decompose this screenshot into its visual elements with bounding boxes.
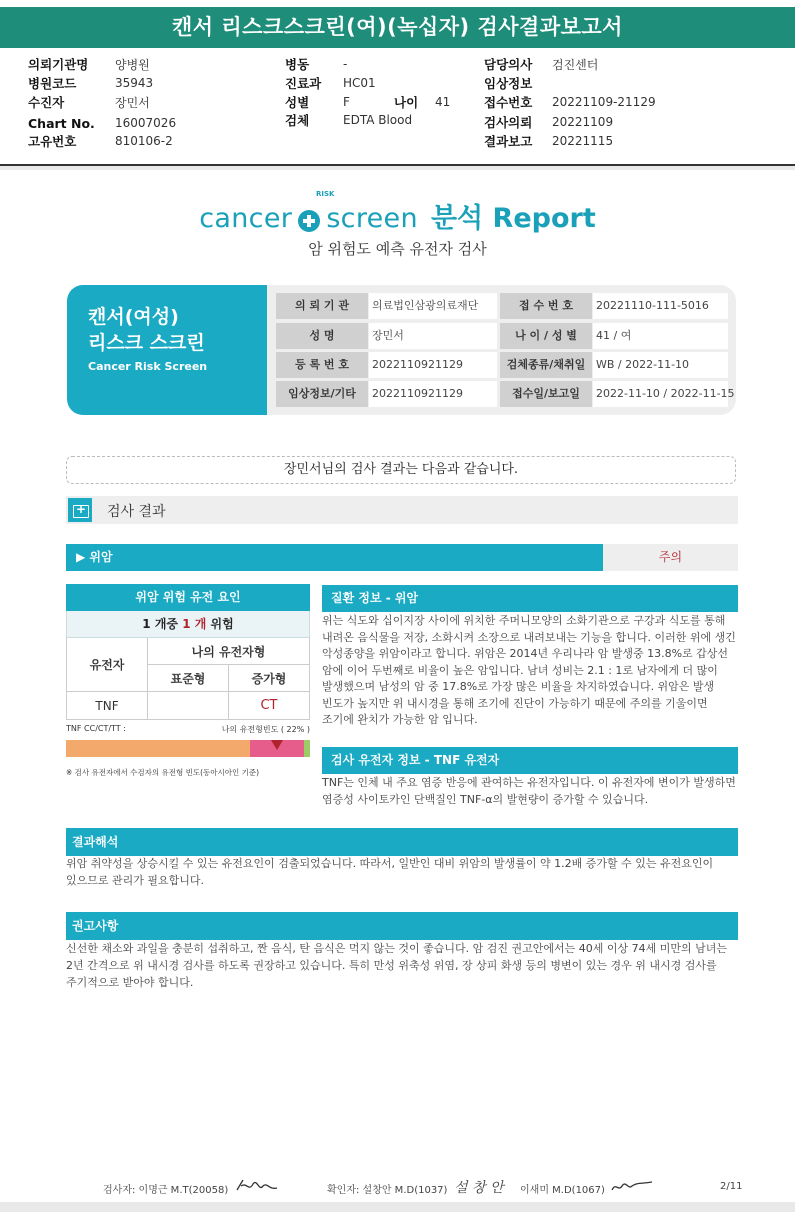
- header-field: 결과보고 20221115: [484, 134, 614, 149]
- confirmer-label: 확인자: 설창안 M.D(1037): [327, 1185, 448, 1196]
- interpretation-header: 결과해석: [66, 828, 738, 856]
- report-subtitle: 암 위험도 예측 유전자 검사: [308, 240, 487, 258]
- card-label: 접수일/보고일: [500, 381, 592, 407]
- interpretation-text: 위암 취약성을 상승시킬 수 있는 유전요인이 검출되었습니다. 따라서, 일반인 대비 위암의 발생률이 약 1.2배 증가할 수 있는 유전요인이 있으므로 관리가 필요합니다.: [66, 857, 714, 887]
- header-field: 검체 EDTA Blood: [285, 113, 413, 128]
- card-value: WB / 2022-11-10: [593, 352, 728, 378]
- header-field: 병동 -: [285, 57, 348, 72]
- col-my-genotype-header: 나의 유전자형: [148, 638, 309, 665]
- gene-risk-table: [66, 584, 310, 720]
- card-value: 2022110921129: [369, 352, 497, 378]
- header-field: 의뢰기관명 양병원: [28, 57, 150, 72]
- cancer-screen-logo: cancer screen 분석 Report RISK: [199, 190, 596, 234]
- card-label: 의 뢰 기 관: [276, 293, 368, 319]
- frequency-segment-tt: [304, 740, 310, 757]
- stomach-cancer-bar: ▶ 위암: [66, 544, 603, 571]
- disease-info-text: 위는 식도와 십이지장 사이에 위치한 주머니모양의 소화기관으로 구강과 식도를 통해 내려온 음식물을 저장, 소화시켜 소장으로 내려보내는 기능을 합니다. 이러한 위에 생긴 악성종양을 위암이라고 합니다. 위암은 2014년 우리나라 암 발생중 13.8%로 갑상선 암에 이어 두번째로 비율이 높은 암입니다. 남녀 성비는 2.1 : 1로 남자에게 더 많이 발생했으며 남성의 암 중 17.8%로 가장 많은 비율을 차지하였습니다. 위암은 발생 빈도가 높지만 위 내시경을 통해 조기에 진단이 가능하기 때문에 주의를 기울이면 조기에 완치가 가능한 암 입니다.: [322, 614, 736, 726]
- card-value: 의료법인삼광의료재단: [369, 293, 497, 319]
- header-field: 담당의사 검진센터: [484, 57, 599, 72]
- risk-count: 1 개중 1 개 위험: [66, 611, 310, 638]
- col-standard-header: 표준형: [148, 665, 229, 692]
- my-frequency-marker-icon: [271, 740, 283, 750]
- header-field: 고유번호 810106-2: [28, 134, 173, 149]
- patient-header: [0, 48, 795, 166]
- signature-footer: [0, 1179, 795, 1199]
- card-label: 임상정보/기타: [276, 381, 368, 407]
- card-value: 20221110-111-5016: [593, 293, 728, 319]
- col-gene-header: 유전자: [67, 638, 148, 692]
- tester-signature-icon: [233, 1176, 283, 1196]
- frequency-caption: TNF CC/CT/TT : 나의 유전형빈도 ( 22% ): [66, 724, 310, 734]
- page-number: 2/11: [720, 1181, 743, 1192]
- medical-kit-icon: [68, 498, 92, 522]
- col-increased-header: 증가형: [229, 665, 309, 692]
- frequency-segment-cc: [66, 740, 250, 757]
- header-field: 임상정보: [484, 76, 533, 91]
- section-header-results: + 검사 결과: [66, 496, 738, 524]
- risk-status-badge: 주의: [603, 544, 738, 571]
- footer-divider: [0, 1202, 795, 1212]
- recommendation-header: 권고사항: [66, 912, 738, 940]
- header-field: 수진자 장민서: [28, 95, 150, 110]
- card-label: 등 록 번 호: [276, 352, 368, 378]
- gene-info-header: 검사 유전자 정보 - TNF 유전자: [322, 747, 738, 774]
- recommendation-text: 신선한 채소와 과일을 충분히 섭취하고, 짠 음식, 탄 음식은 먹지 않는 것이 좋습니다. 암 검진 권고안에서는 40세 이상 74세 미만의 남녀는 2년 간격으로 위 내시경 검사를 하도록 권장하고 있습니다. 특히 만성 위축성 위염, 장 상피 화생 등의 병변이 있는 경우 위 내시경 검사를 주기적으로 받아야 합니다.: [66, 942, 727, 989]
- card-label: 접 수 번 호: [500, 293, 592, 319]
- doctor2-label: 이새미 M.D(1067): [520, 1185, 605, 1196]
- header-field: Chart No. 16007026: [28, 115, 177, 131]
- standard-value-cell: [148, 692, 229, 719]
- header-field: 검사의뢰 20221109: [484, 115, 614, 130]
- gene-grid: [66, 638, 310, 720]
- medical-cross-icon: [298, 210, 320, 232]
- card-label: 검체종류/채취일: [500, 352, 592, 378]
- card-value: 2022110921129: [369, 381, 497, 407]
- card-value: 장민서: [369, 323, 497, 349]
- confirmer-signature: 설 창 안: [454, 1180, 504, 1196]
- gene-info-text: TNF는 인체 내 주요 염증 반응에 관여하는 유전자입니다. 이 유전자에 변이가 발생하면 염증성 사이토카인 단백질인 TNF-α의 발현량이 증가할 수 있습니다.: [322, 776, 736, 806]
- card-value: 41 / 여: [593, 323, 728, 349]
- card-title-panel: 캔서(여성) 리스크 스크린 Cancer Risk Screen: [67, 285, 267, 415]
- card-label: 성 명: [276, 323, 368, 349]
- doctor2-signature-icon: [610, 1176, 654, 1196]
- disease-info-header: 질환 정보 - 위암: [322, 585, 738, 612]
- report-title: 캔서 리스크스크린(여)(녹십자) 검사결과보고서: [0, 7, 795, 48]
- result-intro: 장민서님의 검사 결과는 다음과 같습니다.: [66, 456, 736, 484]
- header-divider: [0, 166, 795, 170]
- increased-value-cell: CT: [260, 698, 278, 713]
- header-field: 진료과 HC01: [285, 76, 376, 91]
- genotype-frequency-bar: [66, 740, 310, 757]
- card-value: 2022-11-10 / 2022-11-15: [593, 381, 728, 407]
- frequency-note: ※ 검사 유전자에서 수검자의 유전형 빈도(동아시아인 기준): [66, 768, 260, 777]
- tester-label: 검사자: 이명근 M.T(20058): [103, 1185, 229, 1196]
- gene-name-cell: TNF: [67, 692, 148, 719]
- header-field: 병원코드 35943: [28, 76, 154, 91]
- header-field: 성별 F 나이 41: [285, 95, 451, 110]
- header-field: 접수번호 20221109-21129: [484, 95, 656, 110]
- gene-table-title: 위암 위험 유전 요인: [66, 584, 310, 611]
- card-label: 나 이 / 성 별: [500, 323, 592, 349]
